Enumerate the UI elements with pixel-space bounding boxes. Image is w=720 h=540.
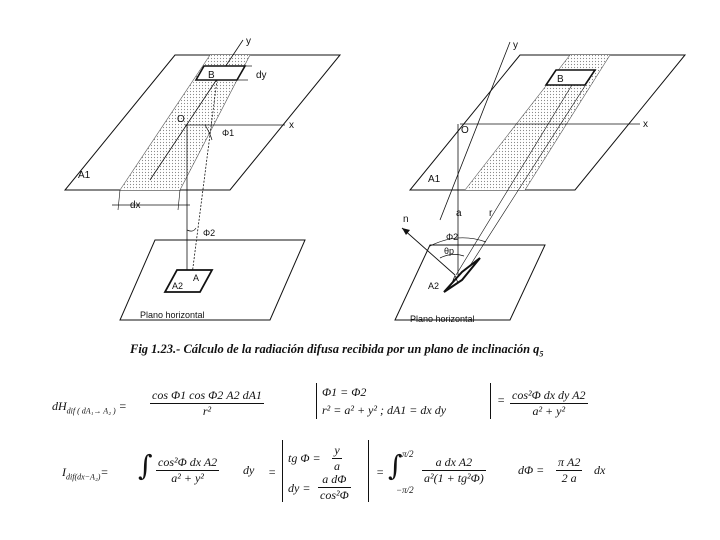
right-y-axis xyxy=(440,42,510,220)
eq2-dphi: dΦ = xyxy=(518,463,545,477)
left-axis-y-label: y xyxy=(246,36,251,47)
right-diagram xyxy=(395,40,685,324)
right-A1-label: A1 xyxy=(428,174,441,185)
left-dx-label: dx xyxy=(130,200,141,211)
eq2-fraction-3: $\frac{\text{π A2}}{2 a}$ xyxy=(558,455,581,485)
eq2-dy: dy xyxy=(243,463,255,477)
eq1-lhs: $dH_{dif ( dA_1\to A_2 )}$ = xyxy=(52,399,127,416)
right-O-label: O xyxy=(461,125,469,136)
eq2-sub1-lhs: tg Φ = xyxy=(288,451,321,465)
right-plane-label: Plano horizontal xyxy=(410,314,475,324)
eq2-integral-2: ∫ xyxy=(388,449,403,482)
eq2-fraction-2: $\frac{\text{a dx A2}}{\text{a²(1 + tg²Φ)}}$ xyxy=(424,455,484,485)
eq1-equals-2: = xyxy=(497,393,506,407)
left-B-label: B xyxy=(208,70,215,81)
right-A2-label: A2 xyxy=(428,281,440,291)
eq1-condition-2: r² = a² + y² ; dA1 = dx dy xyxy=(322,403,447,417)
eq2-sub2-fraction: $\frac{\text{a dΦ}}{\text{cos²Φ}}$ xyxy=(320,472,349,502)
eq2-dx: dx xyxy=(594,463,606,477)
eq1-right-bar xyxy=(490,383,491,419)
right-lower-plane xyxy=(395,245,545,320)
eq2-equals-2: = xyxy=(268,465,277,479)
eq2-sub2-lhs: dy = xyxy=(288,481,311,495)
eq1-fraction-2: $\frac{\text{cos²Φ dx dy A2}}{\text{a² + y²}}$ xyxy=(512,388,586,418)
figure-caption: Fig 1.23.- Cálculo de la radiación difusa recibida por un plano de inclinación $q_5$ xyxy=(130,342,544,359)
left-B-element xyxy=(196,66,245,80)
eq2-int-lower: −π/2 xyxy=(396,485,414,495)
right-A-label: A xyxy=(452,274,459,284)
left-y-axis xyxy=(150,40,243,180)
right-axis-x-label: x xyxy=(643,119,648,130)
right-theta-label: θp xyxy=(444,246,455,256)
left-phi2-label: Φ2 xyxy=(203,228,216,238)
left-O-label: O xyxy=(177,114,185,125)
eq2-integral-1: ∫ xyxy=(138,449,153,482)
eq2-right-bar xyxy=(368,440,369,502)
left-diagram xyxy=(65,36,340,320)
eq2-lhs: $I_{dif(dx-A_2)}=$ xyxy=(62,465,109,482)
left-A1-label: A1 xyxy=(78,170,91,181)
eq1-fraction-1: $\frac{\text{cos Φ1 cos Φ2 A2 dA1}}{\text{r²}}$ xyxy=(152,388,262,418)
left-A2-label: A2 xyxy=(172,281,184,291)
eq2-int-upper: π/2 xyxy=(402,449,414,459)
left-lower-plane xyxy=(120,240,305,320)
right-axis-y-label: y xyxy=(513,40,518,51)
eq1-left-bar xyxy=(316,383,317,419)
left-axis-x-label: x xyxy=(289,120,294,131)
right-A2-inclined-element xyxy=(444,258,480,292)
right-r-label: r xyxy=(489,208,493,219)
left-plane-label: Plano horizontal xyxy=(140,310,205,320)
eq2-left-bar xyxy=(282,440,283,502)
right-phi2-label: Φ2 xyxy=(446,232,459,242)
eq2-fraction-1: $\frac{\text{cos²Φ dx A2}}{\text{a² + y²}}$ xyxy=(158,455,218,485)
right-n-label: n xyxy=(403,214,409,225)
eq1-condition-1: Φ1 = Φ2 xyxy=(322,385,367,399)
left-phi1-label: Φ1 xyxy=(222,128,235,138)
right-a-label: a xyxy=(456,208,462,219)
eq2-sub1-fraction: $\frac{y}{a}$ xyxy=(334,443,340,473)
eq2-equals-3: = xyxy=(376,465,385,479)
right-B-label: B xyxy=(557,74,564,85)
left-A-label: A xyxy=(193,273,200,283)
left-dy-label: dy xyxy=(256,70,267,81)
